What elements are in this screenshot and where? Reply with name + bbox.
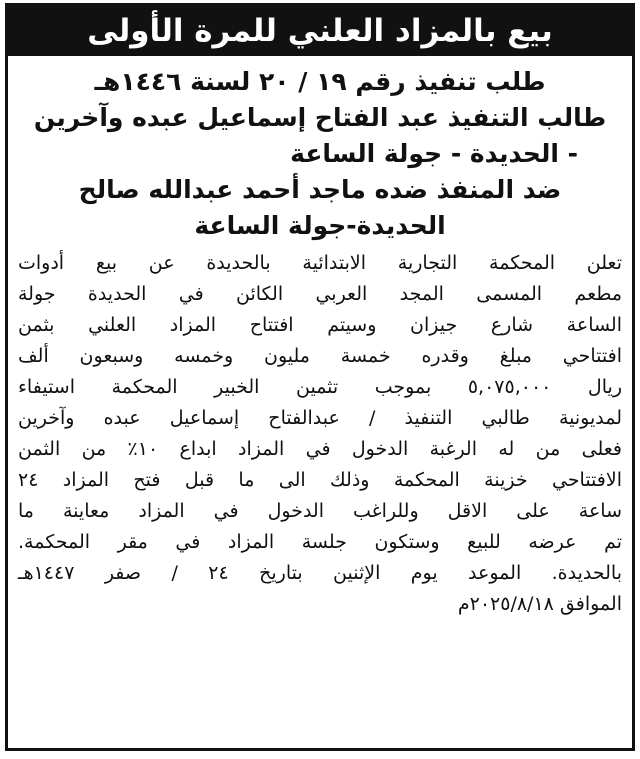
case-headings <box>8 56 632 244</box>
body-line: مطعم المسمى المجد العربي الكائن في الحديدة جولة <box>18 283 622 305</box>
banner-title: بيع بالمزاد العلني للمرة الأولى <box>87 13 553 49</box>
applicant-location-line: - الحديدة - جولة الساعة <box>290 139 578 168</box>
body-line: فعلى من له الرغبة الدخول في المزاد ابداع ١٠٪ من الثمن <box>18 438 622 460</box>
body-line: ريال ٥,٠٧٥,٠٠٠ بموجب تثمين الخبير المحكمة استيفاء <box>18 376 622 398</box>
case-number-line: طلب تنفيذ رقم ١٩ / ٢٠ لسنة ١٤٤٦هـ <box>94 67 546 96</box>
body-line: الافتتاحي خزينة المحكمة وذلك الى ما قبل فتح المزاد ٢٤ <box>18 469 622 491</box>
body-line: الساعة شارع جيزان وسيتم افتتاح المزاد العلني بثمن <box>18 314 622 336</box>
body-line: لمديونية طالبي التنفيذ / عبدالفتاح إسماعيل عبده وآخرين <box>18 407 622 429</box>
respondent-location-line: الحديدة-جولة الساعة <box>194 211 446 240</box>
applicant-line: طالب التنفيذ عبد الفتاح إسماعيل عبده وآخرين <box>33 103 607 132</box>
notice-body <box>8 244 632 620</box>
body-line: بالحديدة. الموعد يوم الإثنين بتاريخ ٢٤ / صفر ١٤٤٧هـ <box>18 562 622 584</box>
body-line-date: الموافق ٢٠٢٥/٨/١٨م <box>457 593 622 615</box>
auction-notice <box>5 3 635 751</box>
body-line: تعلن المحكمة التجارية الابتدائية بالحديدة عن بيع أدوات <box>18 252 622 274</box>
body-line: تم عرضه للبيع وستكون جلسة المزاد في مقر المحكمة. <box>18 531 622 553</box>
respondent-line: ضد المنفذ ضده ماجد أحمد عبدالله صالح <box>78 175 562 204</box>
body-line: افتتاحي مبلغ وقدره خمسة مليون وخمسه وسبعون ألف <box>18 345 622 367</box>
notice-banner <box>8 6 632 56</box>
body-line: ساعة على الاقل وللراغب الدخول في المزاد معاينة ما <box>18 500 622 522</box>
